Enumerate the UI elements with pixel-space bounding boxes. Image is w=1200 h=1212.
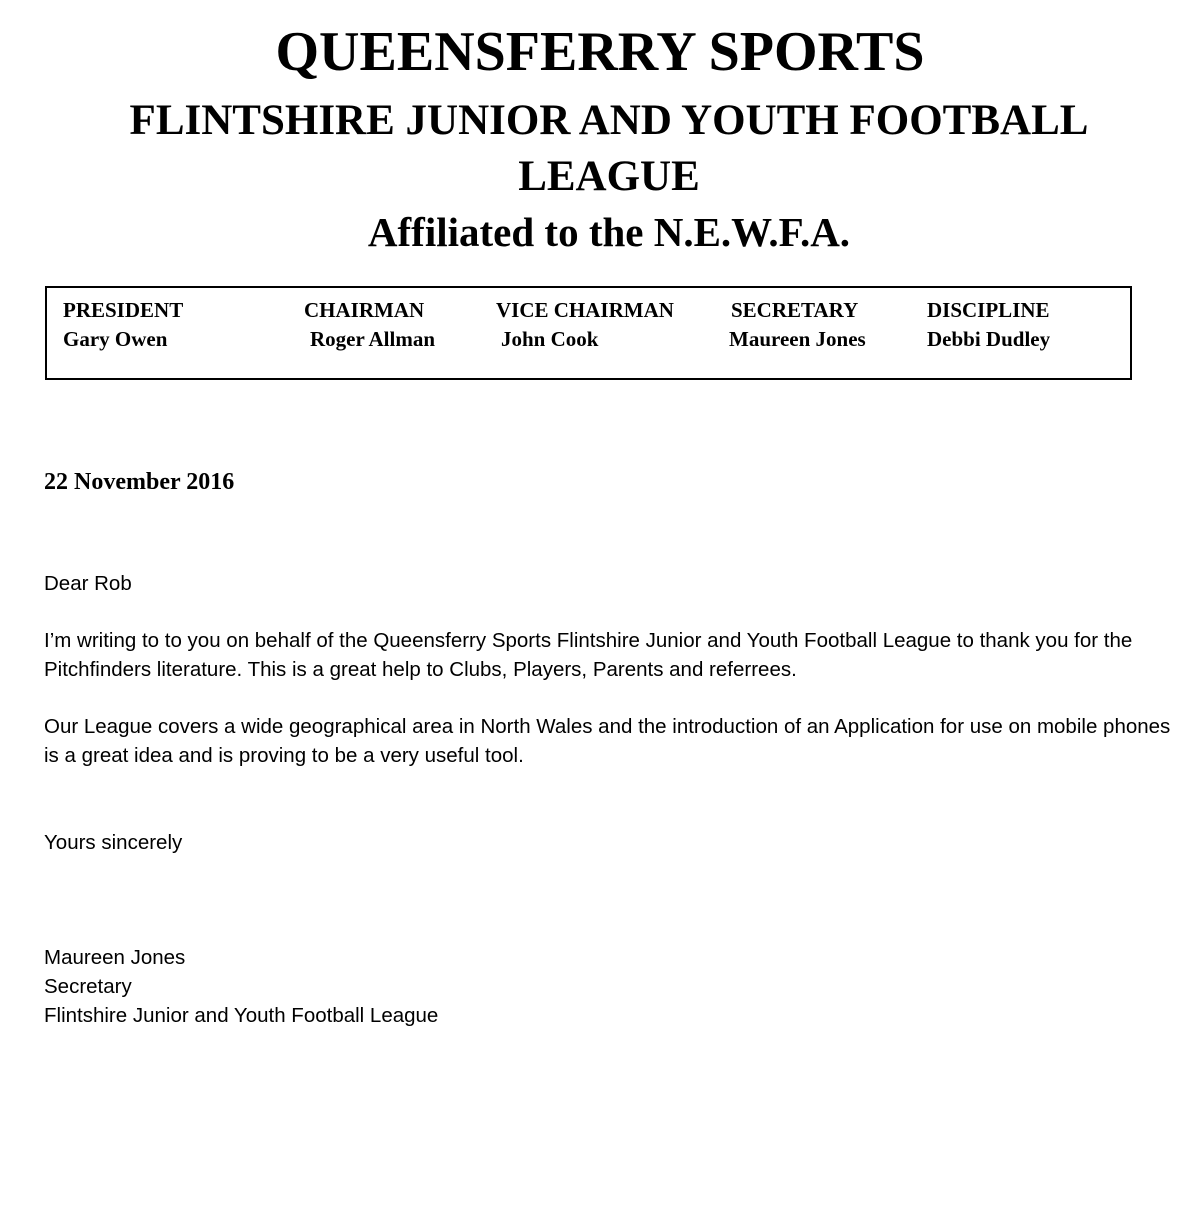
- letter-date: 22 November 2016: [44, 469, 235, 495]
- officer-secretary: [731, 296, 866, 354]
- officer-role: VICE CHAIRMAN: [496, 298, 674, 322]
- officer-role: SECRETARY: [731, 298, 859, 322]
- officers-box: [45, 286, 1132, 380]
- letter-paragraph: Our League covers a wide geographical area in North Wales and the introduction of an Application for use on mobile phones is a great idea and is proving to be a very useful tool.: [44, 715, 1171, 767]
- officer-name: Maureen Jones: [729, 327, 866, 351]
- officer-name: John Cook: [501, 327, 599, 351]
- officer-role: CHAIRMAN: [304, 298, 425, 322]
- officer-discipline: [927, 296, 1050, 354]
- letter-closing: Yours sincerely: [44, 831, 183, 854]
- signature-organisation: Flintshire Junior and Youth Football League: [44, 1004, 439, 1027]
- letterhead-league-name: FLINTSHIRE JUNIOR AND YOUTH FOOTBALL LEAGUE: [129, 97, 1089, 200]
- letterhead-title: QUEENSFERRY SPORTS: [275, 21, 925, 83]
- officer-name: Gary Owen: [63, 327, 168, 351]
- signature-name: Maureen Jones: [44, 946, 186, 969]
- signature-title: Secretary: [44, 975, 132, 998]
- officer-president: [63, 296, 183, 354]
- officer-vice-chairman: [496, 296, 674, 354]
- letterhead-affiliation: Affiliated to the N.E.W.F.A.: [367, 209, 851, 255]
- officer-name: Roger Allman: [310, 327, 436, 351]
- officer-chairman: [304, 296, 435, 354]
- officer-role: DISCIPLINE: [927, 298, 1050, 322]
- officer-role: PRESIDENT: [63, 298, 184, 322]
- letter-paragraph: I’m writing to to you on behalf of the Queensferry Sports Flintshire Junior and Youth Football League to thank you for the Pitchfinders literature. This is a great help to Clubs, Players, Parents and referrees.: [44, 629, 1133, 681]
- letter-salutation: Dear Rob: [44, 572, 132, 595]
- officer-name: Debbi Dudley: [927, 327, 1051, 351]
